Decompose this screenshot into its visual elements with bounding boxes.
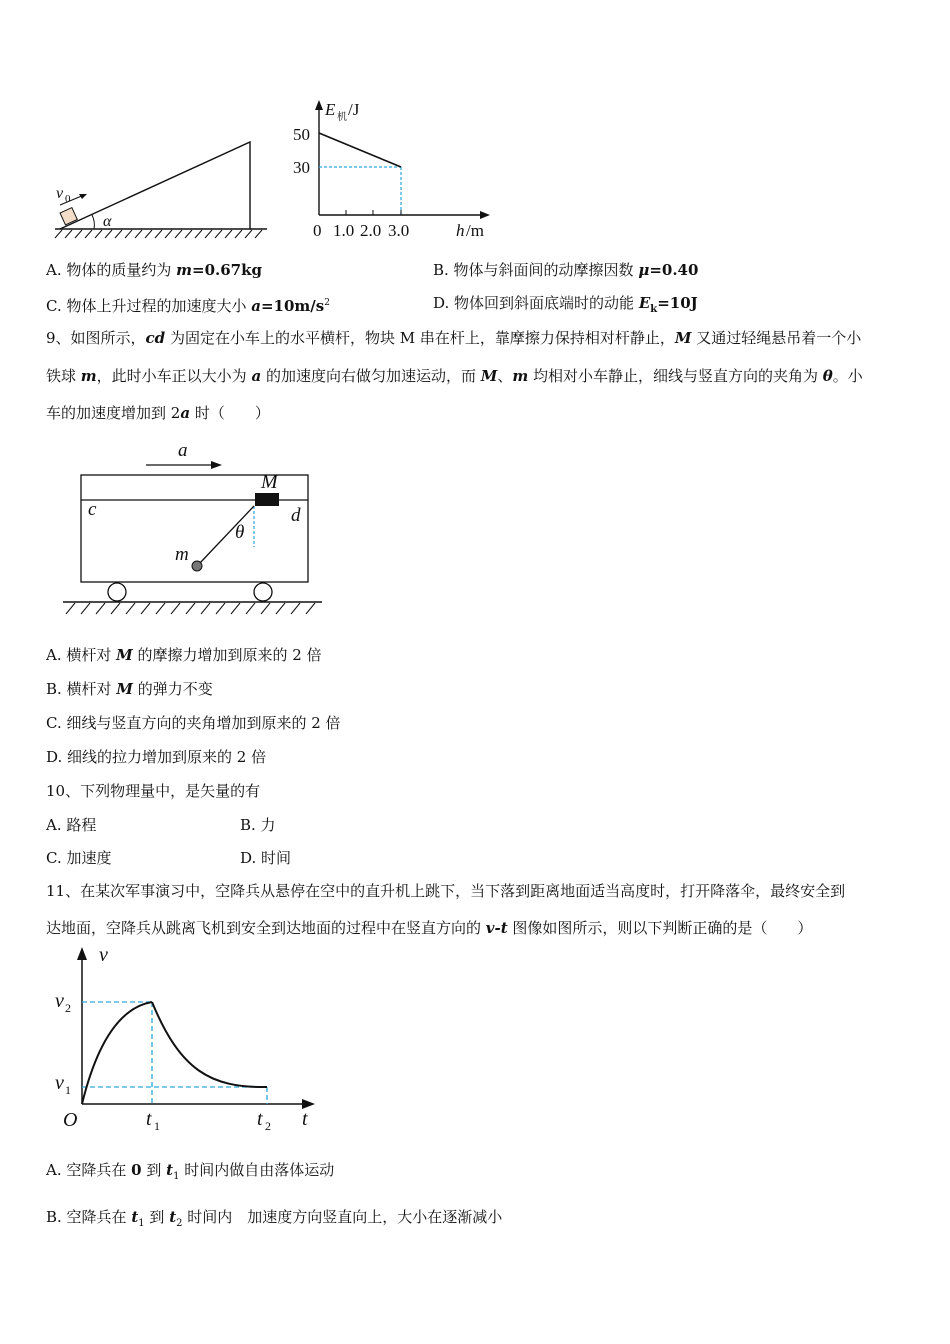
v2-sub: 2: [65, 1001, 71, 1015]
y-axis-label: E: [325, 100, 336, 119]
y-tick-50: 50: [293, 125, 310, 144]
c-label: c: [88, 499, 97, 520]
q9-l2-g: 、: [497, 367, 513, 385]
q11-l2-a: 达地面，空降兵从跳离飞机到安全到达地面的过程中在竖直方向的: [46, 919, 486, 937]
v0-label-sub: 0: [65, 193, 71, 205]
q9-l2-i: 均相对小车静止，细线与竖直方向的夹角为: [528, 367, 823, 385]
M-label: M: [261, 471, 278, 493]
x-axis-label: h: [456, 221, 465, 240]
v-axis-label: v: [99, 944, 108, 966]
q8-option-d-prefix: D. 物体回到斜面底端时的动能: [433, 294, 639, 312]
q9-l1-c: 为固定在小车上的水平横杆，物块 M 串在杆上，靠摩擦力保持相对杆静止，: [165, 329, 675, 347]
t1-sub: 1: [154, 1119, 160, 1133]
q9-l2-a-var: a: [251, 367, 262, 385]
q11-l2-c: 图像如图所示，则以下判断正确的是（ ）: [507, 919, 813, 937]
q10-option-d: D. 时间: [240, 849, 292, 867]
x-tick-2: 2.0: [360, 221, 382, 240]
q9-b-p: B. 横杆对: [46, 680, 117, 698]
m-label: m: [175, 544, 189, 565]
q8-option-b-var: μ: [638, 261, 650, 279]
q10-option-a: A. 路程: [46, 816, 97, 834]
origin-label: O: [63, 1109, 78, 1131]
y-axis-sub: 机: [337, 112, 347, 123]
q9-b-M: M: [116, 680, 133, 698]
q11-option-a: [46, 1160, 334, 1187]
d-label: d: [291, 505, 301, 526]
q11-b-t2sub: 2: [176, 1218, 183, 1229]
q8-option-c-prefix: C. 物体上升过程的加速度大小: [46, 297, 252, 315]
q8-option-d-value: =10J: [657, 294, 698, 312]
q9-b-s: 的弹力不变: [132, 680, 213, 698]
q9-l1-a: 9、如图所示，: [46, 329, 146, 347]
x-axis-unit: /m: [466, 221, 484, 240]
t2-label: t: [257, 1108, 263, 1130]
q9-l1-M: M: [674, 329, 692, 347]
v1-sub: 1: [65, 1083, 71, 1097]
y-axis-unit: /J: [348, 100, 360, 119]
q9-l2-m2: m: [512, 367, 529, 385]
q9-l2-c: ，此时小车正以大小为: [96, 367, 252, 385]
q8-option-a-value: =0.67kg: [192, 261, 262, 279]
q9-l2-k: 。小: [832, 367, 863, 385]
q8-option-d-var: E: [638, 294, 651, 312]
q11-b-s: 时间内 加速度方向竖直向上，大小在逐渐减小: [182, 1208, 503, 1226]
q9-l3-c: 时（ ）: [190, 404, 270, 422]
q8-option-d-sub: k: [650, 304, 658, 315]
q11-b-t2: t: [169, 1208, 177, 1226]
q11-a-p: A. 空降兵在: [46, 1161, 132, 1179]
q9-l2-a: 铁球: [46, 367, 81, 385]
q9-l1-cd: cd: [145, 329, 166, 347]
q11-a-s: 时间内做自由落体运动: [179, 1161, 335, 1179]
q9-a-s: 的摩擦力增加到原来的 2 倍: [132, 646, 322, 664]
q11-a-t: t: [166, 1161, 174, 1179]
q11-b-p: B. 空降兵在: [46, 1208, 132, 1226]
q10-option-b: B. 力: [240, 816, 276, 834]
q11-a-zero: 0: [131, 1161, 142, 1179]
theta-label: θ: [235, 522, 245, 543]
q9-l1-e: 又通过轻绳悬吊着一个小: [691, 329, 862, 347]
q11-stem-line-1: 11、在某次军事演习中，空降兵从悬停在空中的直升机上跳下，当下落到距离地面适当高度时，打开降落伞，最终安全到: [46, 882, 846, 900]
v-axis-arrowhead: [77, 947, 87, 960]
q11-l2-vt: v-t: [485, 919, 508, 937]
x-tick-1: 1.0: [333, 221, 355, 240]
alpha-label: α: [103, 213, 112, 230]
q11-b-t1: t: [131, 1208, 139, 1226]
v1-label: v: [55, 1072, 64, 1094]
q9-l2-M: M: [480, 367, 498, 385]
q8-option-c-var: a: [251, 297, 261, 315]
x-tick-3: 3.0: [388, 221, 410, 240]
q9-l2-theta: θ: [822, 367, 833, 385]
v2-label: v: [55, 990, 64, 1012]
q9-option-c: C. 细线与竖直方向的夹角增加到原来的 2 倍: [46, 714, 341, 732]
q11-b-m: 到: [144, 1208, 170, 1226]
q9-a-M: M: [116, 646, 133, 664]
q10-option-c: C. 加速度: [46, 849, 112, 867]
q11-b-t1sub: 1: [138, 1218, 145, 1229]
velocity-curve-decay: [152, 1002, 267, 1087]
velocity-curve-rise: [82, 1002, 152, 1104]
q9-l3-a-var: a: [180, 404, 191, 422]
q8-option-a-var: m: [176, 261, 193, 279]
q9-l2-m: m: [80, 367, 97, 385]
t-axis-label: t: [302, 1108, 308, 1130]
q9-option-d: D. 细线的拉力增加到原来的 2 倍: [46, 748, 267, 766]
q9-a-p: A. 横杆对: [46, 646, 117, 664]
x-tick-0: 0: [313, 221, 322, 240]
v0-label: v: [56, 185, 64, 202]
q9-l3-a: 车的加速度增加到 2: [46, 404, 181, 422]
q8-option-c-sup: 2: [324, 298, 330, 308]
t1-label: t: [146, 1108, 152, 1130]
a-label: a: [178, 440, 188, 461]
q9-l2-e: 的加速度向右做匀加速运动，而: [261, 367, 481, 385]
q8-option-c-value: =10m/s: [260, 297, 325, 315]
q8-option-b-prefix: B. 物体与斜面间的动摩擦因数: [433, 261, 639, 279]
q10-stem: 10、下列物理量中，是矢量的有: [46, 782, 261, 800]
y-tick-30: 30: [293, 158, 310, 177]
q8-option-b-value: =0.40: [649, 261, 699, 279]
q11-a-tsub: 1: [173, 1171, 180, 1182]
q11-a-m: 到: [141, 1161, 167, 1179]
t2-sub: 2: [265, 1119, 271, 1133]
q8-option-a-prefix: A. 物体的质量约为: [46, 261, 177, 279]
q11-option-b: [46, 1207, 502, 1234]
